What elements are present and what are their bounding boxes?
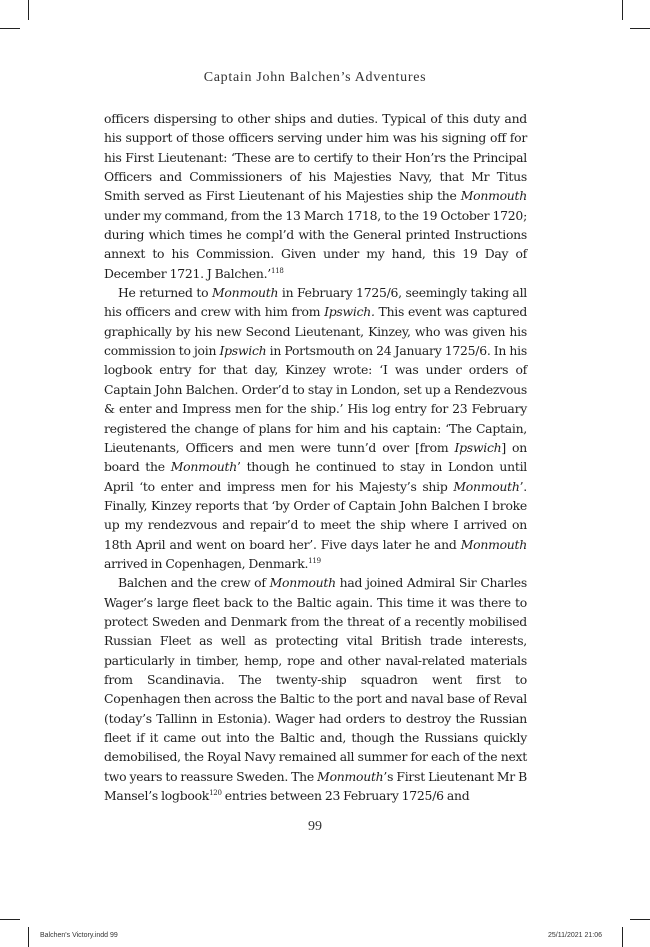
crop-mark-top-left-vertical [28,0,29,20]
text-run: in Portsmouth on 24 January 1725/6. In his logbook entry for that day, Kinzey wrote: ‘I was under orders of Captain John Balchen. Order’d to stay in London, set up a Rendezvous & enter and Impress men for the ship.’ His log entry for 23 February registered the change of plans for him and his captain: ‘The Captain, Lieutenants, Officers and men were tunn’d over [from [104,343,527,455]
running-head: Captain John Balchen’s Adventures [203,70,427,85]
text-run: entries between 23 February 1725/6 and [221,788,470,804]
paragraph [104,573,527,805]
crop-mark-top-right-vertical [622,0,623,20]
text-run: He returned to [118,285,212,301]
italic-text: Monmouth [170,459,237,475]
page-number: 99 [308,819,322,834]
text-run: had joined Admiral Sir Charles Wager’s large fleet back to the Baltic again. This time it was there to protect Sweden and Denmark from the threat of a recently mobilised Russian Fleet as well as protecting vital British trade interests, particularly in timber, hemp, rope and other naval-related materials from Scandinavia. The twenty-ship squadron went first to Copenhagen then across the Baltic to the port and naval base of Reval (today’s Tallinn in Estonia). Wager had orders to destroy the Russian fleet if it came out into the Baltic and, though the Russians quickly demobilised, the Royal Navy remained all summer for each of the next two years to reassure Sweden. The [104,575,527,784]
italic-text: Monmouth [453,478,520,494]
italic-text: Ipswich [219,343,267,359]
italic-text: Ipswich [454,439,502,455]
text-run: ] on board the [104,439,527,475]
italic-text: Monmouth [460,188,527,204]
crop-mark-bottom-right-vertical [622,927,623,947]
italic-text: Monmouth [211,285,279,301]
italic-text: Monmouth [317,768,384,784]
text-run: officers dispersing to other ships and duties. Typical of this duty and his support of those officers serving under him was his signing off for his First Lieutenant: ‘These are to certify to their Hon’rs the Principal Officers and Commissioners of his Majesties Navy, that Mr Titus Smith served as First Lieutenant of his Majesties ship the [104,111,527,204]
text-run: ’ though he continued to stay in London until April ‘to enter and impress men for his Majesty’s ship [104,459,527,494]
footnote-ref: 119 [308,556,321,565]
text-run: arrived in Copenhagen, Denmark. [104,555,309,571]
paragraph [104,283,527,573]
text-run: in February 1725/6, seemingly taking all his officers and crew with him from [104,285,527,320]
italic-text: Monmouth [460,536,527,552]
crop-mark-bottom-right-horizontal [630,919,650,920]
text-run: ’. Finally, Kinzey reports that ‘by Order of Captain John Balchen I broke up my rendezvous and repair’d to meet the ship where I arrived on 18th April and went on board her’. Five days later he and [104,478,527,552]
crop-mark-top-right-horizontal [630,28,650,29]
footnote-ref: 118 [271,266,284,275]
italic-text: Ipswich. [324,304,375,320]
footnote-ref: 120 [209,789,222,798]
text-run: Balchen and the crew of [118,575,270,591]
crop-mark-top-left-horizontal [0,28,20,29]
text-run: under my command, from the 13 March 1718, to the 19 October 1720; during which times he compl’d with the General printed Instructions annext to his Commission. Given under my hand, this 19 Day of December 1721. J Balchen.’ [104,207,527,281]
slug-file-info: Balchen's Victory.indd 99 [40,932,118,939]
paragraph [104,109,527,283]
crop-mark-bottom-left-horizontal [0,919,20,920]
body-text [104,109,527,805]
crop-mark-bottom-left-vertical [28,927,29,947]
text-run: This event was captured graphically by his new Second Lieutenant, Kinzey, who was given his commission to join [104,304,528,359]
slug-datetime: 25/11/2021 21:06 [548,932,602,939]
text-run: ’s First Lieutenant Mr B Mansel’s logbook [104,768,527,804]
italic-text: Monmouth [269,575,336,591]
